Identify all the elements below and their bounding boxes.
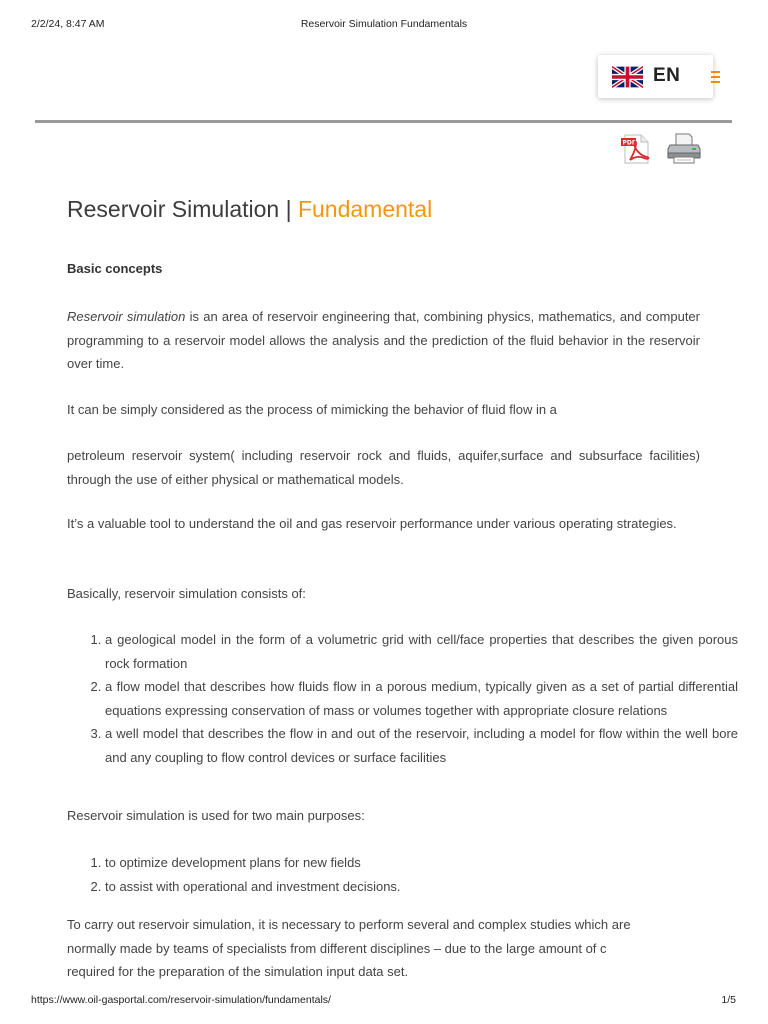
svg-text:PDF: PDF (622, 139, 636, 147)
hamburger-menu-icon[interactable] (711, 71, 720, 83)
page-title (67, 190, 700, 228)
page-title-accent: Fundamental (297, 196, 433, 222)
paragraph-mimicking: It can be simply considered as the process of mimicking the behavior of fluid flow in a (67, 402, 557, 417)
paragraph-consists: Basically, reservoir simulation consists of: (67, 586, 306, 601)
studies-line-1: To carry out reservoir simulation, it is necessary to perform several and complex studies which are (67, 917, 631, 932)
header-divider (35, 120, 732, 123)
list-item: 1. a geological model in the form of a volumetric grid with cell/face properties that describes the given porous rock formation (105, 628, 738, 675)
list-item: 3. a well model that describes the flow in and out of the reservoir, including a model for flow within the well bore and any coupling to flow control devices or surface facilities (105, 722, 738, 769)
list-item: 1. to optimize development plans for new fields (105, 851, 738, 875)
section-heading: Basic concepts (67, 261, 163, 276)
components-list (67, 628, 738, 769)
print-header (0, 18, 768, 32)
uk-flag-icon (612, 65, 643, 89)
studies-line-3: required for the preparation of the simulation input data set. (67, 964, 409, 979)
print-footer (0, 994, 768, 1008)
paragraph-studies (67, 913, 700, 984)
pdf-icon[interactable] (620, 133, 652, 165)
studies-line-2: normally made by teams of specialists from different disciplines – due to the large amount of c (67, 940, 607, 956)
list-item: 2. to assist with operational and investment decisions. (105, 875, 738, 899)
purposes-list (67, 851, 738, 898)
page-number: 1/5 (721, 994, 736, 1006)
language-selector[interactable] (598, 55, 713, 98)
printer-icon[interactable] (667, 131, 701, 165)
print-doc-title: Reservoir Simulation Fundamentals (300, 18, 468, 30)
list-item: 2. a flow model that describes how fluids flow in a porous medium, typically given as a set of partial differential equations expressing conservation of mass or volumes together with appropriate closure relations (105, 675, 738, 722)
paragraph-system: petroleum reservoir system( including reservoir rock and fluids, aquifer,surface and subsurface facilities) through the use of either physical or mathematical models. (67, 448, 700, 487)
article-content (67, 190, 738, 979)
paragraph-purposes: Reservoir simulation is used for two main purposes: (67, 808, 365, 823)
intro-emphasis: Reservoir simulation (67, 309, 186, 324)
page-title-main: Reservoir Simulation | (67, 196, 298, 222)
print-date: 2/2/24, 8:47 AM (31, 18, 105, 30)
print-url[interactable]: https://www.oil-gasportal.com/reservoir-simulation/fundamentals/ (31, 994, 331, 1006)
language-code: EN (653, 65, 681, 86)
paragraph-tool: It’s a valuable tool to understand the oil and gas reservoir performance under various operating strategies. (67, 516, 677, 531)
paragraph-intro (67, 305, 700, 376)
intro-rest: is an area of reservoir engineering that, combining physics, mathematics, and computer programming to a reservoir model allows the analysis and the prediction of the fluid behavior in the reservoir over time. (67, 309, 700, 371)
